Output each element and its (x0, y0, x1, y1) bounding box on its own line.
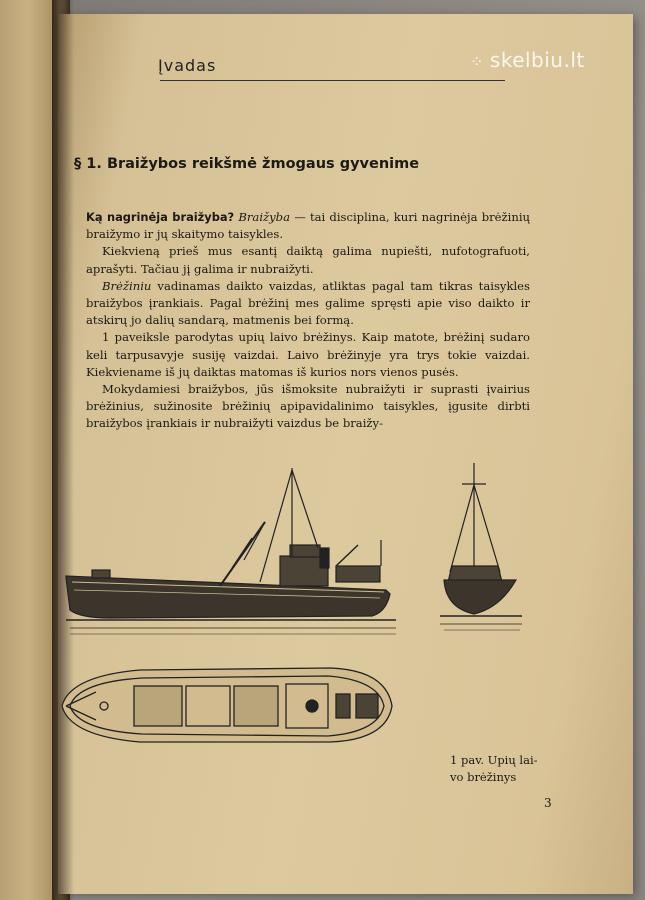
ship-front-view (440, 463, 522, 630)
dots-logo-icon: ⁘ (470, 52, 484, 71)
paragraph-4: 1 paveiksle parodytas upių laivo brėžinys. Kaip matote, brėžinį sudaro keli tarpusavyje susiję vaizdai. Laivo brėžinyje yra trys tokie vaizdai. Kiekviename iš jų daiktas matomas iš kurios nors vienos pusės. (86, 330, 530, 379)
caption-line-2: vo brėžinys (450, 770, 517, 784)
paragraph-3-text: vadinamas daikto vaizdas, atliktas pagal tam tikras taisykles braižybos įrankiais. Pagal brėžinį mes galime spręsti apie viso daikto ir atskirų jo dalių sandarą, matmenis bei formą. (86, 278, 530, 328)
running-head: Įvadas (158, 56, 217, 75)
question-heading: Ką nagrinėja braižyba? (86, 210, 235, 224)
section-title: § 1. Braižybos reikšmė žmogaus gyvenime (74, 156, 420, 172)
ship-top-view (62, 668, 392, 742)
figure-caption (450, 752, 560, 786)
term-braizyba: Braižyba (238, 210, 291, 224)
ship-side-view (66, 468, 396, 634)
paragraph-2: Kiekvieną prieš mus esantį daiktą galima nupiešti, nufotografuoti, aprašyti. Tačiau jį galima ir nubraižyti. (86, 244, 530, 276)
paragraph-5: Mokydamiesi braižybos, jūs išmoksite nubraižyti ir suprasti įvairius brėžinius, sužinosite brėžinių apipavidalinimo taisykles, įgusite dirbti braižybos įrankiais ir nubraižyti vaizdus be braižy- (86, 382, 530, 431)
watermark-text: skelbiu.lt (489, 48, 585, 72)
paragraph-1-text: — tai disciplina, kuri nagrinėja brėžinių braižymo ir jų skaitymo taisykles. (86, 210, 530, 242)
caption-line-1: 1 pav. Upių lai- (450, 753, 538, 767)
term-breziniu: Brėžiniu (102, 278, 152, 293)
page-number: 3 (544, 796, 552, 810)
